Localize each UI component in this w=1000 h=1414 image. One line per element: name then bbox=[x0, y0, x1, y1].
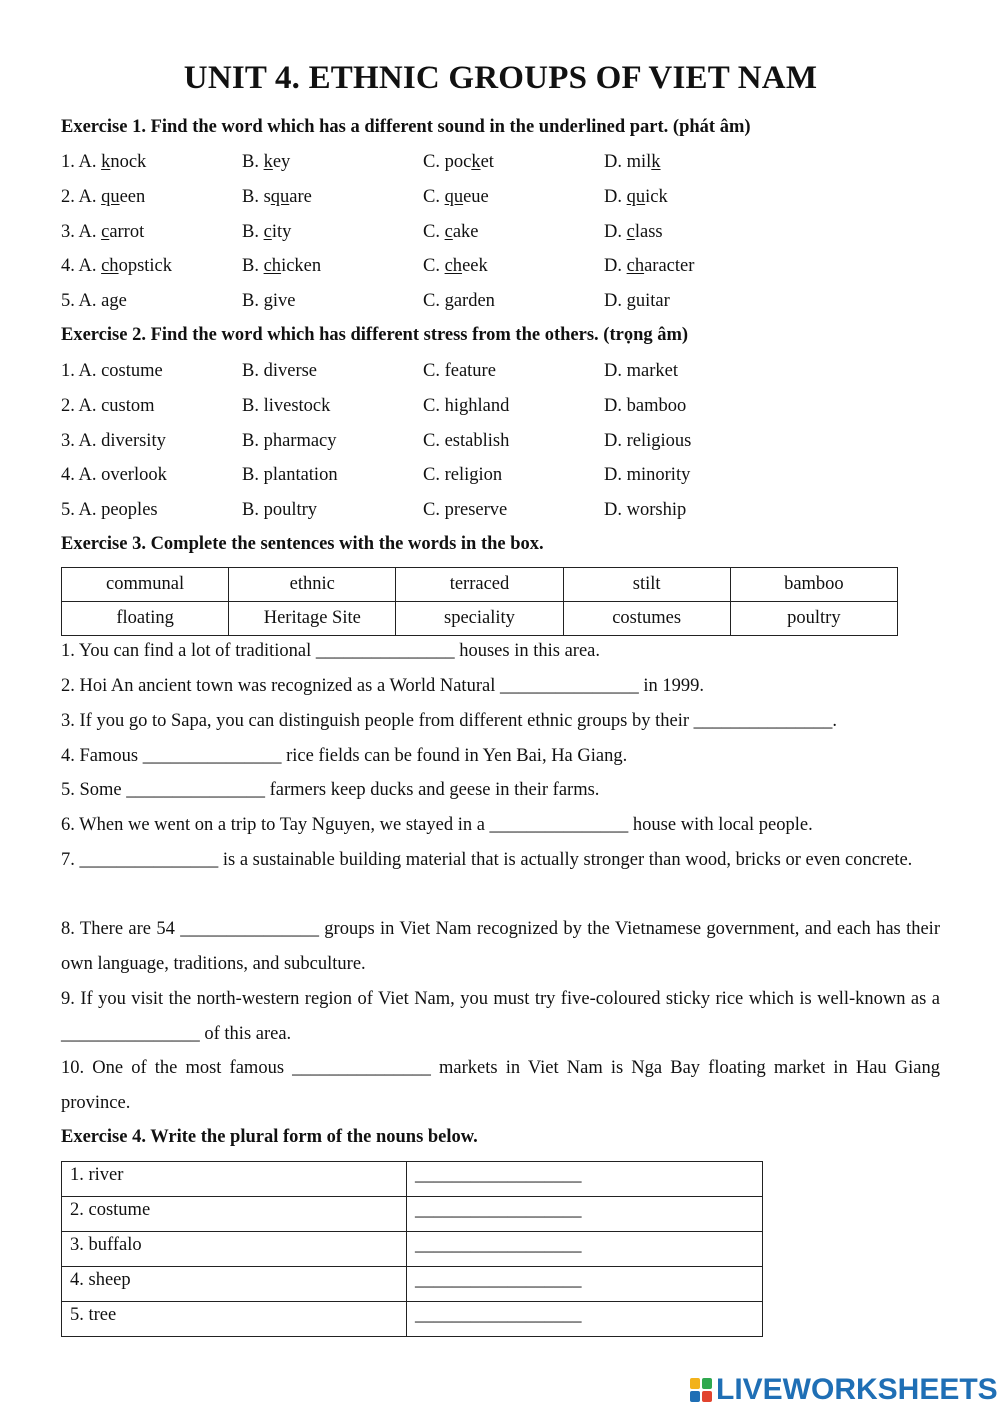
answer-option[interactable]: B. key bbox=[242, 152, 291, 172]
answer-option[interactable]: 5. A. peoples bbox=[61, 500, 158, 520]
answer-blank[interactable]: __________________ bbox=[407, 1232, 763, 1267]
answer-option[interactable]: B. city bbox=[242, 222, 292, 242]
answer-option[interactable]: C. feature bbox=[423, 361, 496, 381]
table-row bbox=[62, 1197, 763, 1232]
answer-blank[interactable]: __________________ bbox=[407, 1162, 763, 1197]
answer-option[interactable]: B. poultry bbox=[242, 500, 318, 520]
sentence-8: 8. There are 54 _______________ groups in Viet Nam recognized by the Vietnamese government, and each has their own language, traditions, and subculture. bbox=[61, 919, 940, 974]
word-box-cell: floating bbox=[62, 602, 229, 636]
noun-cell: 1. river bbox=[62, 1162, 407, 1197]
sentence-6: 6. When we went on a trip to Tay Nguyen, we stayed in a _______________ house with local people. bbox=[61, 815, 813, 835]
answer-option[interactable]: B. chicken bbox=[242, 256, 322, 276]
answer-option[interactable]: D. worship bbox=[604, 500, 687, 520]
table-row bbox=[62, 1162, 763, 1197]
answer-option[interactable]: C. pocket bbox=[423, 152, 494, 172]
answer-option[interactable]: 2. A. queen bbox=[61, 187, 146, 207]
answer-option[interactable]: D. market bbox=[604, 361, 678, 381]
answer-option[interactable]: B. livestock bbox=[242, 396, 331, 416]
sentence-10: 10. One of the most famous _______________ markets in Viet Nam is Nga Bay floating market in Hau Giang province. bbox=[61, 1058, 940, 1113]
sentence-7: 7. _______________ is a sustainable building material that is actually stronger than wood, bricks or even concrete. bbox=[61, 850, 913, 870]
answer-option[interactable]: 5. A. age bbox=[61, 291, 127, 311]
sentence-5: 5. Some _______________ farmers keep ducks and geese in their farms. bbox=[61, 780, 600, 800]
answer-option[interactable]: B. plantation bbox=[242, 465, 338, 485]
answer-option[interactable]: C. preserve bbox=[423, 500, 508, 520]
word-box-cell: terraced bbox=[396, 568, 563, 602]
answer-option[interactable]: B. square bbox=[242, 187, 312, 207]
sentence-2: 2. Hoi An ancient town was recognized as a World Natural _______________ in 1999. bbox=[61, 676, 704, 696]
answer-option[interactable]: D. character bbox=[604, 256, 695, 276]
answer-option[interactable]: 3. A. diversity bbox=[61, 431, 166, 451]
noun-cell: 2. costume bbox=[62, 1197, 407, 1232]
answer-option[interactable]: D. guitar bbox=[604, 291, 670, 311]
answer-option[interactable]: D. minority bbox=[604, 465, 691, 485]
sentence-9: 9. If you visit the north-western region of Viet Nam, you must try five-coloured sticky rice which is well-known as a _______________ of this area. bbox=[61, 989, 940, 1044]
answer-option[interactable]: C. queue bbox=[423, 187, 489, 207]
answer-option[interactable]: B. pharmacy bbox=[242, 431, 337, 451]
answer-option[interactable]: 2. A. custom bbox=[61, 396, 155, 416]
word-box-cell: stilt bbox=[563, 568, 730, 602]
liveworksheets-logo-icon bbox=[690, 1378, 712, 1402]
answer-blank[interactable]: __________________ bbox=[407, 1197, 763, 1232]
table-row bbox=[62, 1302, 763, 1337]
answer-blank[interactable]: __________________ bbox=[407, 1267, 763, 1302]
table-row bbox=[62, 1267, 763, 1302]
exercise-3-title: Exercise 3. Complete the sentences with the words in the box. bbox=[61, 534, 544, 554]
answer-option[interactable]: 4. A. chopstick bbox=[61, 256, 173, 276]
noun-cell: 3. buffalo bbox=[62, 1232, 407, 1267]
sentence-3: 3. If you go to Sapa, you can distinguish people from different ethnic groups by their _______________. bbox=[61, 711, 838, 731]
page-title: UNIT 4. ETHNIC GROUPS OF VIET NAM bbox=[183, 60, 818, 96]
answer-option[interactable]: D. milk bbox=[604, 152, 661, 172]
word-box-cell: ethnic bbox=[229, 568, 396, 602]
sentence-4: 4. Famous _______________ rice fields can be found in Yen Bai, Ha Giang. bbox=[61, 746, 628, 766]
noun-cell: 5. tree bbox=[62, 1302, 407, 1337]
liveworksheets-logo bbox=[690, 1375, 998, 1405]
answer-option[interactable]: D. religious bbox=[604, 431, 692, 451]
word-box-cell: communal bbox=[62, 568, 229, 602]
answer-option[interactable]: B. diverse bbox=[242, 361, 318, 381]
answer-option[interactable]: C. cake bbox=[423, 222, 479, 242]
answer-option[interactable]: D. class bbox=[604, 222, 663, 242]
answer-option[interactable]: C. cheek bbox=[423, 256, 488, 276]
answer-option[interactable]: C. highland bbox=[423, 396, 510, 416]
sentence-1: 1. You can find a lot of traditional _______________ houses in this area. bbox=[61, 641, 601, 661]
answer-option[interactable]: C. garden bbox=[423, 291, 495, 311]
answer-option[interactable]: 4. A. overlook bbox=[61, 465, 167, 485]
exercise-4-title: Exercise 4. Write the plural form of the nouns below. bbox=[61, 1127, 478, 1147]
answer-option[interactable]: D. quick bbox=[604, 187, 668, 207]
answer-option[interactable]: C. establish bbox=[423, 431, 510, 451]
answer-option[interactable]: C. religion bbox=[423, 465, 503, 485]
answer-option[interactable]: 3. A. carrot bbox=[61, 222, 145, 242]
plural-table bbox=[61, 1161, 763, 1337]
answer-option[interactable]: 1. A. knock bbox=[61, 152, 147, 172]
answer-option[interactable]: B. give bbox=[242, 291, 296, 311]
word-box-cell: poultry bbox=[730, 602, 897, 636]
word-box-cell: Heritage Site bbox=[229, 602, 396, 636]
answer-blank[interactable]: __________________ bbox=[407, 1302, 763, 1337]
word-box-cell: bamboo bbox=[730, 568, 897, 602]
exercise-2-title: Exercise 2. Find the word which has different stress from the others. (trọng âm) bbox=[61, 325, 689, 345]
noun-cell: 4. sheep bbox=[62, 1267, 407, 1302]
word-box-cell: costumes bbox=[563, 602, 730, 636]
word-box-cell: speciality bbox=[396, 602, 563, 636]
exercise-1-title: Exercise 1. Find the word which has a different sound in the underlined part. (phát âm) bbox=[61, 117, 751, 137]
logo-text: LIVEWORKSHEETS bbox=[716, 1373, 998, 1406]
word-box bbox=[61, 567, 898, 636]
answer-option[interactable]: D. bamboo bbox=[604, 396, 687, 416]
table-row bbox=[62, 1232, 763, 1267]
answer-option[interactable]: 1. A. costume bbox=[61, 361, 163, 381]
